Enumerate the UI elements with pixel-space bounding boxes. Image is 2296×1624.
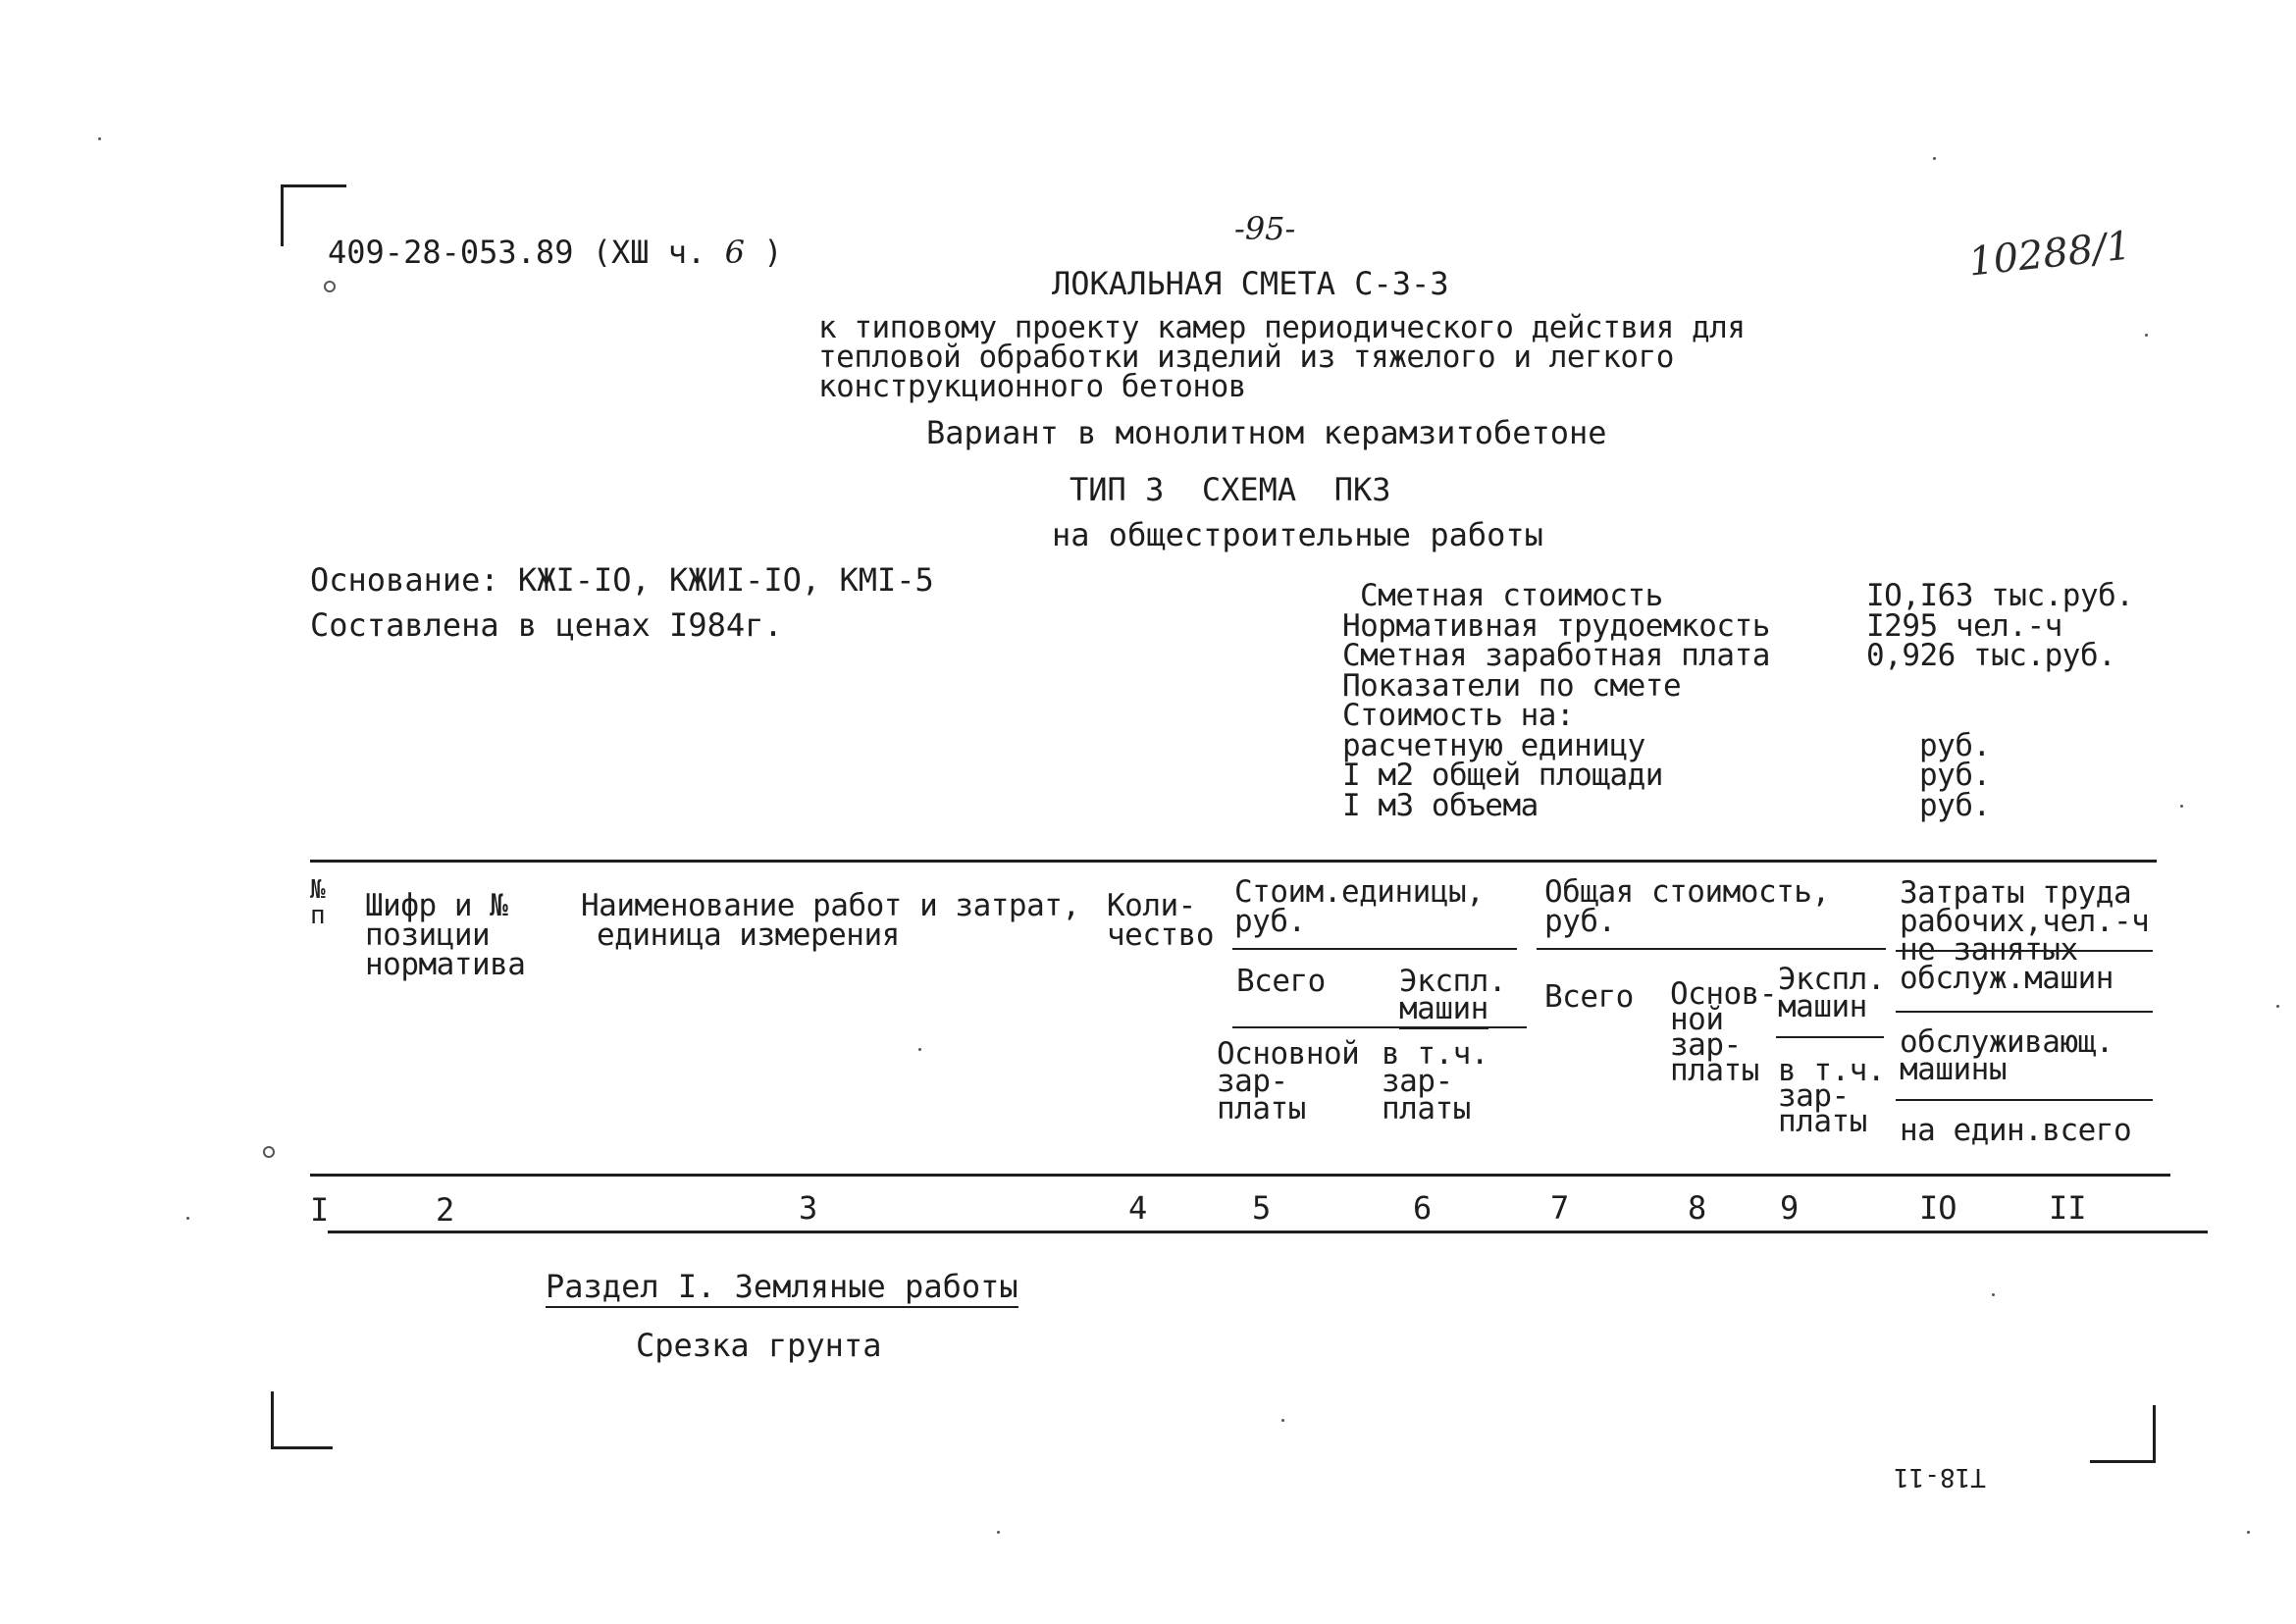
table-header-bottom-rule bbox=[328, 1231, 2208, 1233]
machines-underlined: машин bbox=[1399, 991, 1488, 1029]
header-labor-per-unit: на един.всего bbox=[1900, 1113, 2132, 1148]
header-total-incl-wage: в т.ч. зар- платы bbox=[1778, 1053, 1885, 1139]
estimate-title: ЛОКАЛЬНАЯ СМЕТА С-3-3 bbox=[1052, 265, 1449, 302]
section-title bbox=[546, 1270, 1018, 1303]
scan-speck bbox=[263, 1146, 275, 1158]
header-labor-serving: обслуживающ. машины bbox=[1900, 1024, 2113, 1087]
basis-line: Основание: КЖI-IO, КЖИI-IO, КМI-5 bbox=[310, 561, 934, 599]
archive-stamp-number: 10288/1 bbox=[1966, 223, 2134, 286]
summary-value-wages: 0,926 тыс.руб. bbox=[1866, 638, 2116, 673]
header-unit-incl-wage: в т.ч. зар- платы bbox=[1382, 1036, 1488, 1126]
scan-speck bbox=[997, 1531, 1000, 1534]
header-unit-machines: Экспл. машин bbox=[1399, 968, 1506, 1022]
header-col-code: Шифр и № позиции норматива bbox=[365, 888, 526, 982]
document-code-main: 409-28-053.89 (XШ ч. bbox=[328, 234, 706, 271]
scan-speck bbox=[1992, 1293, 1995, 1296]
subtitle-line: конструкционного бетонов bbox=[818, 369, 1246, 404]
prices-line: Составлена в ценах I984г. bbox=[310, 606, 783, 644]
header-unit-cost: Стоим.единицы, руб. bbox=[1234, 874, 1485, 939]
summary-value-per-m2: руб. bbox=[1919, 758, 1991, 793]
header-labor-not-serving: Затраты труда рабочих,чел.-ч не занятых обслуж.машин bbox=[1900, 875, 2150, 996]
summary-label-indicators: Показатели по смете bbox=[1342, 667, 1682, 704]
header-total-total: Всего bbox=[1544, 979, 1634, 1015]
scan-speck bbox=[2247, 1531, 2250, 1534]
labor-rule-2 bbox=[1896, 1011, 2153, 1013]
column-number-9: 9 bbox=[1780, 1189, 1800, 1227]
scan-speck bbox=[324, 281, 336, 292]
total-cost-rule bbox=[1537, 948, 1886, 950]
estimate-subtitle bbox=[818, 312, 1746, 402]
footer-code bbox=[1894, 1462, 1986, 1492]
column-number-7: 7 bbox=[1550, 1189, 1570, 1227]
scan-speck bbox=[98, 137, 101, 140]
column-number-5: 5 bbox=[1252, 1189, 1272, 1227]
summary-label-per-m3: I м3 объема bbox=[1342, 787, 1539, 823]
header-total-basic: Основ- ной зар- платы bbox=[1670, 976, 1777, 1088]
summary-label-labor-intensity: Нормативная трудоемкость bbox=[1342, 607, 1770, 644]
document-part-handwritten: 6 bbox=[724, 234, 745, 271]
column-number-3: 3 bbox=[799, 1189, 818, 1227]
summary-label-per-unit: расчетную единицу bbox=[1342, 727, 1645, 763]
scan-speck bbox=[2145, 334, 2148, 337]
scan-speck bbox=[918, 1048, 921, 1051]
labor-rule-3 bbox=[1896, 1099, 2153, 1101]
scan-speck bbox=[186, 1217, 189, 1220]
footer-code-mirrored: T18-11 bbox=[1894, 1462, 1986, 1492]
column-number-1: I bbox=[310, 1191, 330, 1229]
column-number-10: IO bbox=[1919, 1189, 1957, 1227]
summary-label-per-m2: I м2 общей площади bbox=[1342, 758, 1663, 793]
summary-label-cost-per: Стоимость на: bbox=[1342, 698, 1575, 733]
table-top-rule bbox=[310, 860, 2157, 863]
header-unit-basic-wage: Основной зар- платы bbox=[1217, 1036, 1360, 1126]
summary-value-labor-intensity: I295 чел.-ч bbox=[1866, 607, 2062, 644]
column-number-2: 2 bbox=[436, 1191, 455, 1229]
corner-mark-bottom-right bbox=[2090, 1405, 2156, 1463]
column-number-8: 8 bbox=[1688, 1189, 1707, 1227]
summary-value-per-unit: руб. bbox=[1919, 727, 1991, 763]
scan-speck bbox=[1933, 157, 1936, 160]
summary-value-estimated-cost: IO,I63 тыс.руб. bbox=[1866, 578, 2134, 613]
column-number-11: II bbox=[2049, 1189, 2087, 1227]
header-col-name: Наименование работ и затрат, единица измерения bbox=[581, 888, 1080, 953]
header-total-machines: Экспл. машин bbox=[1778, 962, 1885, 1024]
header-col-quantity: Коли- чество bbox=[1107, 888, 1214, 953]
column-number-4: 4 bbox=[1128, 1189, 1148, 1227]
summary-label-wages: Сметная заработная плата bbox=[1342, 638, 1770, 673]
summary-labels bbox=[1342, 578, 1770, 823]
summary-values bbox=[1866, 578, 2134, 823]
summary-label-estimated-cost: Сметная стоимость bbox=[1360, 578, 1663, 613]
document-code bbox=[328, 236, 782, 269]
section-title-text: Раздел I. Земляные работы bbox=[546, 1268, 1018, 1308]
scan-speck bbox=[1281, 1419, 1284, 1422]
document-code-close: ) bbox=[763, 234, 783, 271]
scan-speck bbox=[2276, 1005, 2279, 1008]
works-line: на общестроительные работы bbox=[1052, 516, 1543, 553]
corner-mark-bottom-left bbox=[271, 1391, 333, 1449]
type-scheme-line: ТИП 3 СХЕМА ПКЗ bbox=[1070, 471, 1391, 508]
column-number-6: 6 bbox=[1413, 1189, 1433, 1227]
total-machines-rule bbox=[1776, 1036, 1884, 1038]
item-title: Срезка грунта bbox=[636, 1327, 882, 1364]
header-total-cost: Общая стоимость, руб. bbox=[1544, 874, 1830, 939]
variant-line: Вариант в монолитном керамзитобетоне bbox=[926, 414, 1607, 451]
header-unit-total: Всего bbox=[1236, 964, 1326, 999]
subtitle-line: тепловой обработки изделий из тяжелого и легкого bbox=[818, 340, 1674, 375]
unit-cost-rule bbox=[1232, 948, 1517, 950]
scan-speck bbox=[2180, 805, 2183, 808]
summary-value-per-m3: руб. bbox=[1919, 787, 1991, 823]
page-number: -95- bbox=[1234, 210, 1296, 247]
header-col-number: № п bbox=[310, 875, 326, 930]
column-numbers-rule bbox=[310, 1174, 2170, 1177]
subtitle-line: к типовому проекту камер периодического действия для bbox=[818, 310, 1746, 345]
